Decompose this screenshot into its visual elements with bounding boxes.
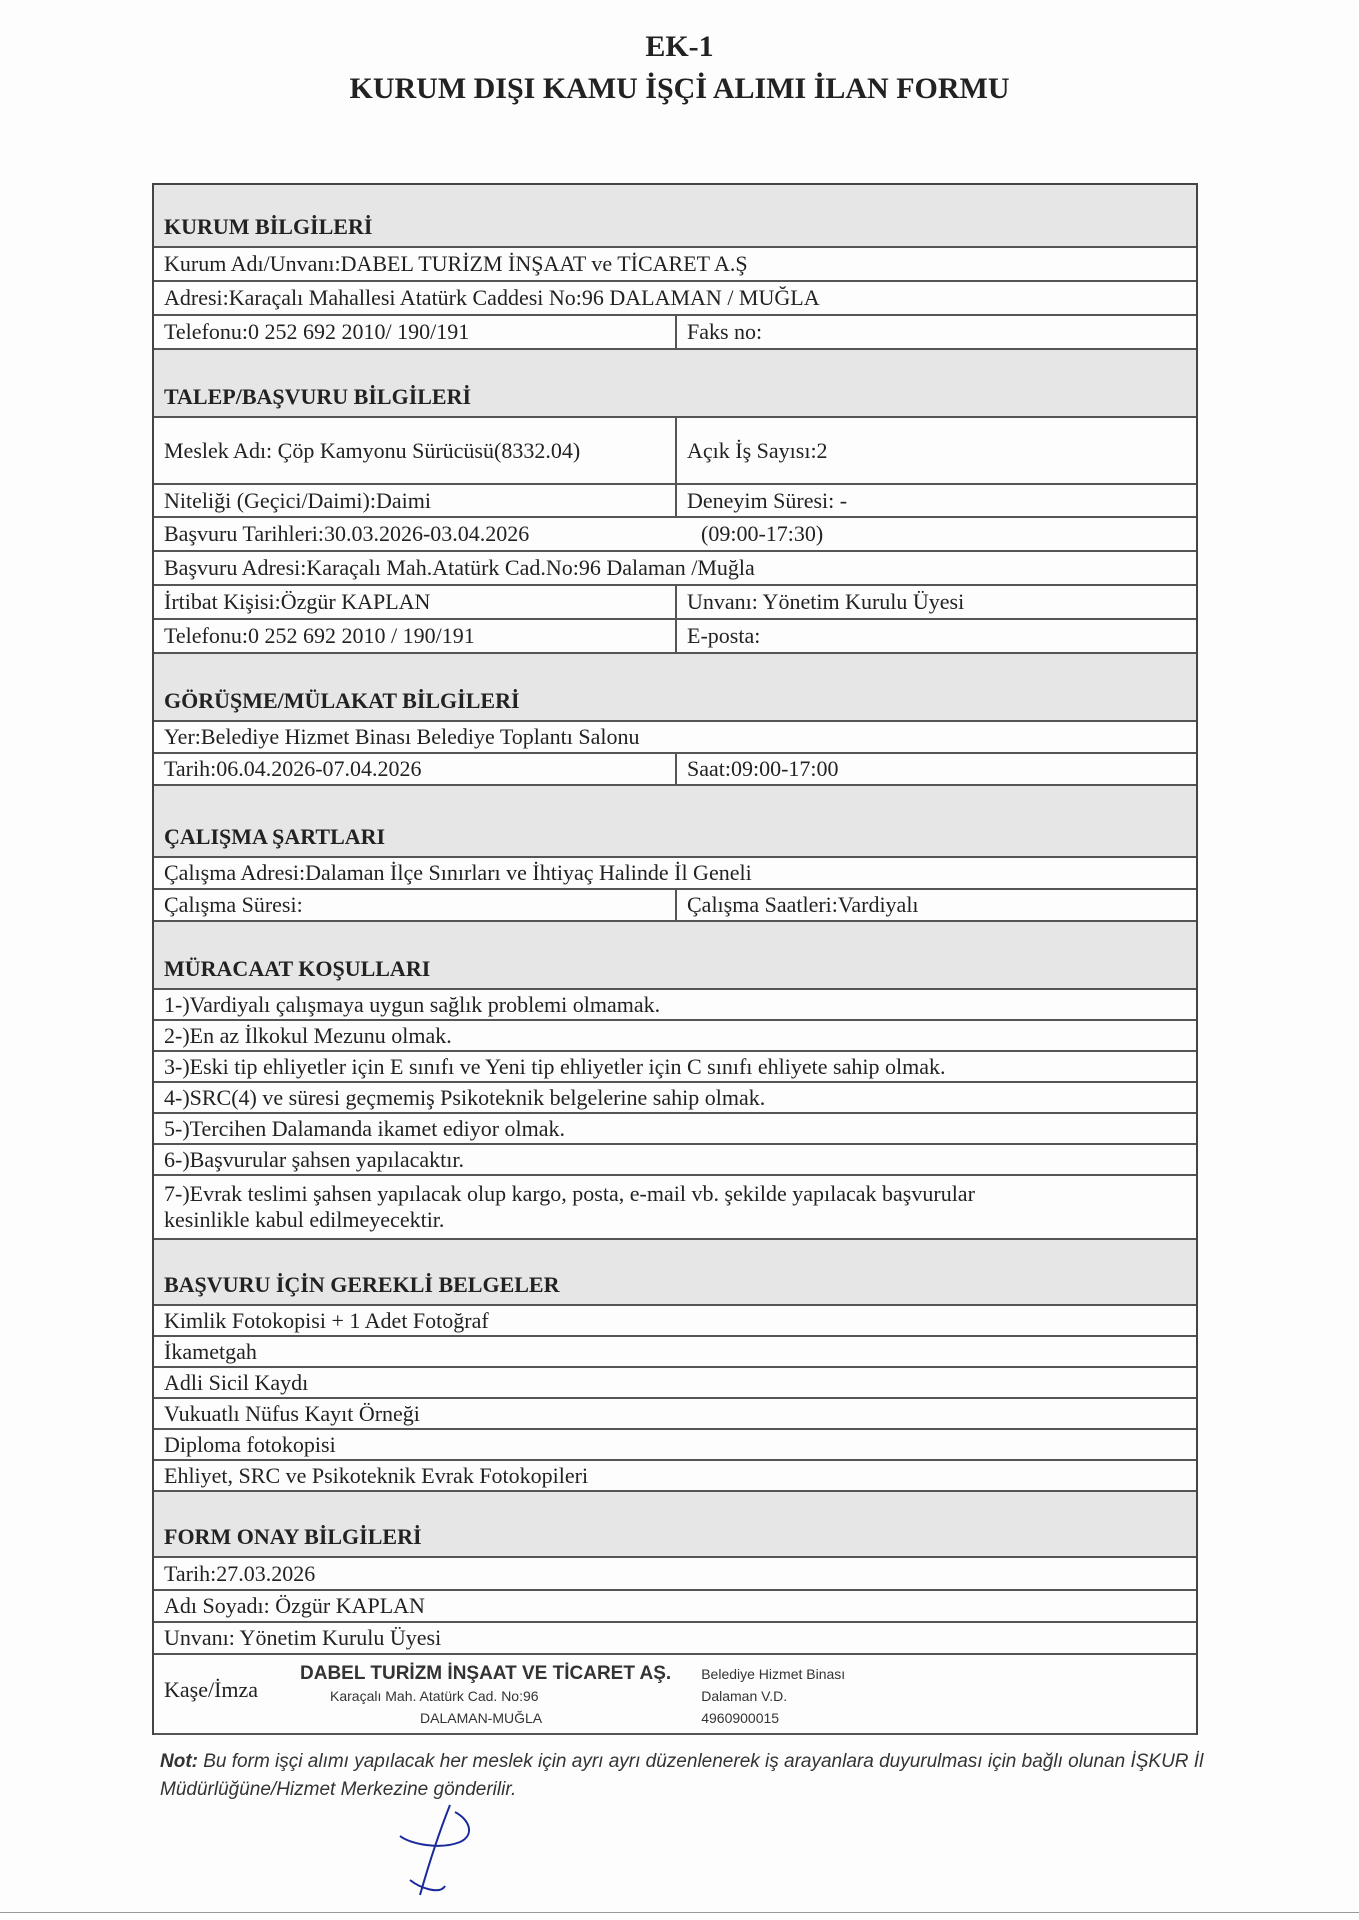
document-item: İkametgah [164,1338,257,1364]
interview-place: Yer:Belediye Hizmet Binası Belediye Toplantı Salonu [164,724,640,749]
work-address: Çalışma Adresi:Dalaman İlçe Sınırları ve İhtiyaç Halinde İl Geneli [164,860,752,885]
page-edge [0,1912,1359,1913]
application-dates: Başvuru Tarihleri:30.03.2026-03.04.2026 [164,521,530,546]
contact-title: Unvanı: Yönetim Kurulu Üyesi [687,589,965,614]
condition-item: 7-)Evrak teslimi şahsen yapılacak olup kargo, posta, e-mail vb. şekilde yapılacak başvurular kesinlikle kabul edilmeyecektir. [164,1181,975,1232]
contact-email: E-posta: [687,623,761,648]
condition-item: 5-)Tercihen Dalamanda ikamet ediyor olmak. [164,1115,566,1141]
institution-address: Adresi:Karaçalı Mahallesi Atatürk Caddesi No:96 DALAMAN / MUĞLA [164,285,820,310]
experience: Deneyim Süresi: - [687,487,848,513]
section-belgeler-heading: BAŞVURU İÇİN GEREKLİ BELGELER [154,1240,1196,1306]
condition-item: 1-)Vardiyalı çalışmaya uygun sağlık problemi olmamak. [164,991,661,1017]
condition-item: 6-)Başvurular şahsen yapılacaktır. [164,1146,464,1172]
section-kurum-heading: KURUM BİLGİLERİ [154,185,1196,248]
nature: Niteliği (Geçici/Daimi):Daimi [154,485,677,516]
form-table [152,183,1198,1735]
document-item: Adli Sicil Kaydı [164,1369,309,1395]
section-calisma-heading: ÇALIŞMA ŞARTLARI [154,786,1196,858]
openings: Açık İş Sayısı:2 [687,437,828,463]
interview-date: Tarih:06.04.2026-07.04.2026 [154,754,677,784]
section-onay-heading: FORM ONAY BİLGİLERİ [154,1492,1196,1558]
document-item: Vukuatlı Nüfus Kayıt Örneği [164,1400,420,1426]
institution-phone: Telefonu:0 252 692 2010/ 190/191 [154,316,677,348]
company-stamp: DABEL TURİZM İNŞAAT VE TİCARET AŞ. Karaçalı Mah. Atatürk Cad. No:96 DALAMAN-MUĞLA Belediye Hizmet Binası Dalaman V.D. 4960900015 [300,1663,846,1726]
application-hours: (09:00-17:30) [701,521,824,546]
profession: Meslek Adı: Çöp Kamyonu Sürücüsü(8332.04) [154,418,677,483]
stamp-signature-label: Kaşe/İmza [164,1677,259,1702]
institution-fax: Faks no: [687,319,763,344]
work-hours: Çalışma Saatleri:Vardiyalı [687,892,919,917]
approval-name: Adı Soyadı: Özgür KAPLAN [164,1593,425,1618]
contact-person: İrtibat Kişisi:Özgür KAPLAN [154,586,677,618]
section-muracaat-heading: MÜRACAAT KOŞULLARI [154,922,1196,990]
application-address: Başvuru Adresi:Karaçalı Mah.Atatürk Cad.No:96 Dalaman /Muğla [164,555,755,580]
condition-item: 2-)En az İlkokul Mezunu olmak. [164,1022,452,1048]
institution-name: Kurum Adı/Unvanı:DABEL TURİZM İNŞAAT ve TİCARET A.Ş [164,251,748,276]
section-talep-heading: TALEP/BAŞVURU BİLGİLERİ [154,350,1196,418]
document-item: Ehliyet, SRC ve Psikoteknik Evrak Fotokopileri [164,1462,589,1488]
approval-title: Unvanı: Yönetim Kurulu Üyesi [164,1625,442,1650]
signature [380,1800,520,1900]
condition-item: 4-)SRC(4) ve süresi geçmemiş Psikoteknik belgelerine sahip olmak. [164,1084,766,1110]
work-duration: Çalışma Süresi: [154,890,677,920]
contact-phone: Telefonu:0 252 692 2010 / 190/191 [154,620,677,652]
document-item: Kimlik Fotokopisi + 1 Adet Fotoğraf [164,1307,489,1333]
condition-item: 3-)Eski tip ehliyetler için E sınıfı ve Yeni tip ehliyetler için C sınıfı ehliyete sahip olmak. [164,1053,946,1079]
footnote: Not: Bu form işçi alımı yapılacak her meslek için ayrı ayrı düzenlenerek iş arayanlara duyurulması için bağlı olunan İŞKUR İl Müdürlüğüne/Hizmet Merkezine gönderilir. [160,1751,1204,1800]
annex-label: EK-1 [645,30,714,63]
document-item: Diploma fotokopisi [164,1431,336,1457]
interview-time: Saat:09:00-17:00 [687,756,839,781]
approval-date: Tarih:27.03.2026 [164,1560,316,1586]
form-title: KURUM DIŞI KAMU İŞÇİ ALIMI İLAN FORMU [349,72,1010,105]
section-gorusme-heading: GÖRÜŞME/MÜLAKAT BİLGİLERİ [154,654,1196,722]
